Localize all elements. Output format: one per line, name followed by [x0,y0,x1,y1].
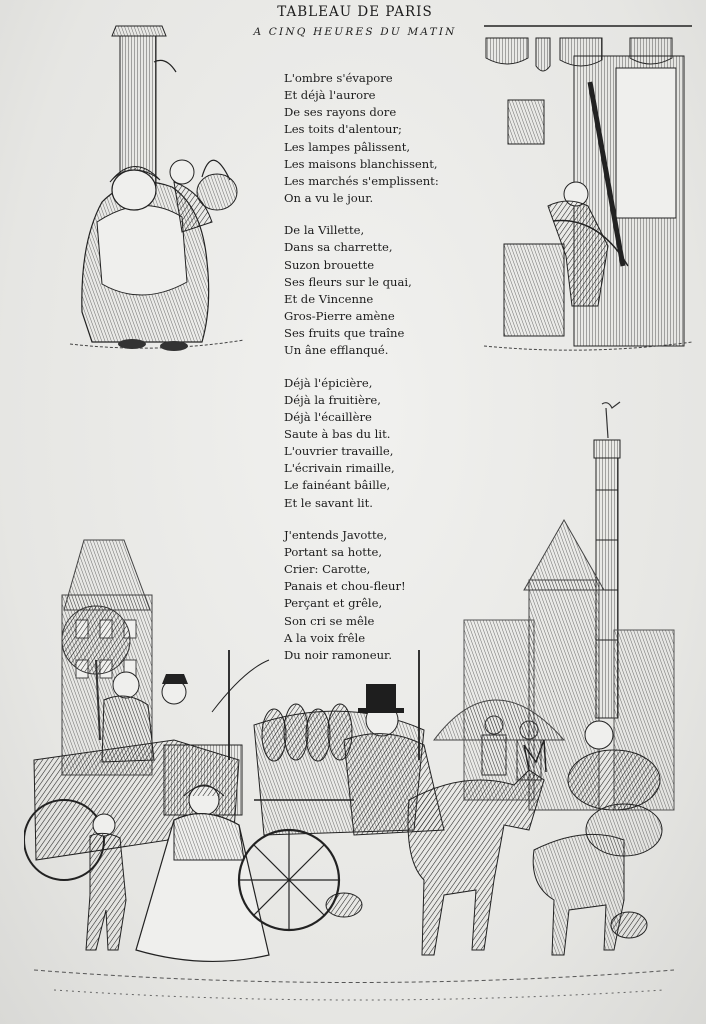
poem-line: On a vu le jour. [284,191,374,206]
poem-line: Perçant et grêle, [284,596,383,611]
poem-line: Crier: Carotte, [284,562,371,577]
poem-line: L'écrivain rimaille, [284,461,395,476]
poem-line: J'entends Javotte, [284,527,388,542]
stanza-2 [284,222,494,359]
poem-line: Portant sa hotte, [284,544,383,559]
poem-line: Un âne efflanqué. [284,343,389,358]
street-scene-illustration [24,500,684,1010]
stanza-3 [284,375,494,512]
stanza-1 [284,70,494,207]
poem-line: De la Villette, [284,223,365,238]
poem-line: Ses fruits que traîne [284,326,405,341]
poem-line: Déjà la fruitière, [284,392,381,407]
poem-line: Les marchés s'emplissent: [284,173,439,188]
poem-line: A la voix frêle [284,630,366,645]
poem-line: Et de Vincenne [284,291,374,306]
poem-line: Et le savant lit. [284,495,373,510]
poem-line: Dans sa charrette, [284,240,393,255]
lamplighter-illustration [478,16,698,361]
poem-line: Déjà l'écaillère [284,409,372,424]
poem-line: Le fainéant bâille, [284,478,391,493]
poem-line: Les lampes pâlissent, [284,139,411,154]
poem-line: Saute à bas du lit. [284,426,391,441]
poem-line: Du noir ramoneur. [284,647,393,662]
poem-line: Panais et chou-fleur! [284,579,406,594]
market-woman-illustration [62,22,252,362]
poem-line: Déjà l'épicière, [284,375,373,390]
poem-line: Et déjà l'aurore [284,88,376,103]
poem-line: L'ombre s'évapore [284,71,393,85]
page-subtitle: A CINQ HEURES DU MATIN [253,26,457,38]
poem-line: De ses rayons dore [284,105,397,120]
poem-line: Suzon brouette [284,257,375,272]
poem-line: L'ouvrier travaille, [284,444,394,459]
poem-line: Les toits d'alentour; [284,122,402,137]
poem-line: Gros-Pierre amène [284,309,395,324]
poem-line: Ses fleurs sur le quai, [284,274,412,289]
poem-line: Les maisons blanchissent, [284,156,438,171]
page-title: TABLEAU DE PARIS [277,4,433,20]
poem-line: Son cri se mêle [284,613,375,628]
